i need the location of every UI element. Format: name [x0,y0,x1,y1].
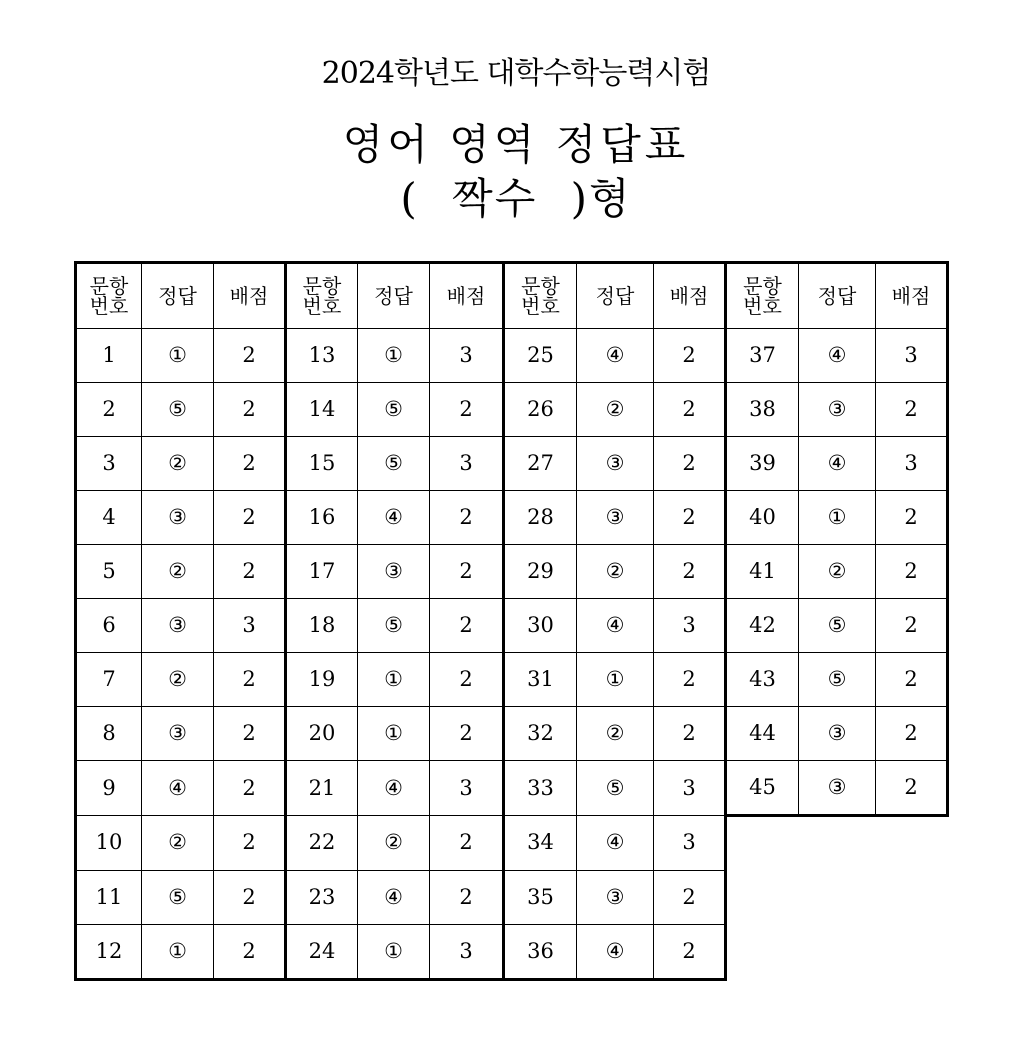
points-cell: 2 [214,545,286,599]
exam-title: 2024학년도 대학수학능력시험 [321,56,711,91]
points-cell: 2 [876,761,948,816]
points-header: 배점 [214,263,286,329]
answer-cell: ① [142,329,214,383]
answer-cell: ⑤ [577,761,654,816]
points-cell: 3 [430,924,504,979]
question-number-cell: 5 [76,545,142,599]
table-header-row [76,263,948,329]
answer-cell: ② [142,437,214,491]
answer-cell: ④ [142,761,214,816]
type-open-paren: ( [400,174,419,223]
points-cell: 2 [654,653,726,707]
answer-cell: ③ [799,761,876,816]
answer-cell: ③ [799,707,876,761]
answer-cell: ③ [142,491,214,545]
points-header: 배점 [430,263,504,329]
question-number-cell: 43 [726,653,799,707]
answer-cell: ⑤ [358,599,430,653]
answer-cell: ② [142,653,214,707]
question-number-cell: 7 [76,653,142,707]
question-number-header: 문항 번호 [504,263,577,329]
empty-cell [726,870,799,924]
question-number-cell: 39 [726,437,799,491]
table-row [76,437,948,491]
points-cell: 2 [430,545,504,599]
points-cell: 2 [214,653,286,707]
points-cell: 2 [214,816,286,871]
empty-cell [799,924,876,979]
question-number-cell: 6 [76,599,142,653]
points-cell: 3 [214,599,286,653]
points-header: 배점 [654,263,726,329]
points-cell: 2 [430,816,504,871]
points-cell: 2 [876,653,948,707]
answer-cell: ④ [577,816,654,871]
points-cell: 2 [430,707,504,761]
points-cell: 3 [654,599,726,653]
question-number-cell: 42 [726,599,799,653]
question-number-cell: 41 [726,545,799,599]
answer-cell: ② [358,816,430,871]
points-cell: 2 [430,870,504,924]
answer-cell: ④ [799,437,876,491]
empty-cell [799,816,876,871]
points-cell: 2 [430,599,504,653]
answer-cell: ② [799,545,876,599]
answer-cell: ④ [577,924,654,979]
points-cell: 2 [214,437,286,491]
answer-cell: ④ [577,329,654,383]
answer-cell: ① [358,653,430,707]
question-number-cell: 34 [504,816,577,871]
answer-cell: ⑤ [799,653,876,707]
question-number-header: 문항 번호 [726,263,799,329]
question-number-cell: 28 [504,491,577,545]
answer-cell: ② [577,707,654,761]
question-number-cell: 15 [286,437,358,491]
question-number-cell: 1 [76,329,142,383]
points-cell: 2 [214,870,286,924]
answer-cell: ① [358,329,430,383]
exam-type-name: 짝수 [452,174,538,223]
question-number-cell: 21 [286,761,358,816]
points-cell: 2 [654,491,726,545]
question-number-cell: 35 [504,870,577,924]
answer-cell: ③ [142,599,214,653]
question-number-cell: 25 [504,329,577,383]
answer-cell: ② [577,545,654,599]
answer-header: 정답 [577,263,654,329]
question-number-header: 문항 번호 [286,263,358,329]
points-cell: 3 [654,816,726,871]
points-cell: 2 [430,383,504,437]
question-number-cell: 27 [504,437,577,491]
question-number-cell: 45 [726,761,799,816]
answer-cell: ③ [577,491,654,545]
table-row [76,816,948,871]
question-number-cell: 36 [504,924,577,979]
empty-cell [876,924,948,979]
answer-cell: ⑤ [358,383,430,437]
table-row [76,383,948,437]
empty-cell [876,816,948,871]
question-number-cell: 26 [504,383,577,437]
points-cell: 2 [876,383,948,437]
points-cell: 3 [430,329,504,383]
points-cell: 2 [214,329,286,383]
table-row [76,329,948,383]
question-number-cell: 40 [726,491,799,545]
answer-cell: ① [142,924,214,979]
answer-cell: ② [577,383,654,437]
points-cell: 2 [654,707,726,761]
question-number-cell: 38 [726,383,799,437]
answer-cell: ⑤ [142,383,214,437]
answer-cell: ⑤ [799,599,876,653]
answer-cell: ⑤ [358,437,430,491]
answer-cell: ③ [358,545,430,599]
points-cell: 2 [214,761,286,816]
points-cell: 2 [214,383,286,437]
table-row [76,653,948,707]
answer-cell: ② [142,816,214,871]
type-close-paren: )형 [570,174,632,223]
answer-key-table [74,261,949,981]
points-cell: 2 [654,870,726,924]
answer-cell: ④ [799,329,876,383]
points-cell: 2 [876,599,948,653]
answer-cell: ⑤ [142,870,214,924]
points-cell: 2 [214,707,286,761]
question-number-cell: 11 [76,870,142,924]
exam-type-line [0,166,1032,226]
question-number-cell: 10 [76,816,142,871]
answer-cell: ① [577,653,654,707]
question-number-cell: 13 [286,329,358,383]
question-number-cell: 9 [76,761,142,816]
answer-cell: ① [799,491,876,545]
table-row [76,870,948,924]
table-row [76,545,948,599]
points-cell: 2 [654,924,726,979]
points-cell: 2 [654,383,726,437]
points-cell: 2 [876,491,948,545]
question-number-cell: 2 [76,383,142,437]
table-row [76,599,948,653]
points-cell: 3 [430,437,504,491]
empty-cell [726,816,799,871]
question-number-cell: 14 [286,383,358,437]
answer-cell: ④ [358,870,430,924]
empty-cell [726,924,799,979]
answer-header: 정답 [799,263,876,329]
table-row [76,707,948,761]
question-number-header: 문항 번호 [76,263,142,329]
points-cell: 3 [876,329,948,383]
points-cell: 3 [876,437,948,491]
question-number-cell: 30 [504,599,577,653]
table-row [76,924,948,979]
answer-cell: ① [358,924,430,979]
question-number-cell: 16 [286,491,358,545]
points-header: 배점 [876,263,948,329]
points-cell: 2 [654,545,726,599]
points-cell: 2 [876,707,948,761]
answer-cell: ③ [142,707,214,761]
question-number-cell: 3 [76,437,142,491]
points-cell: 2 [654,329,726,383]
answer-cell: ③ [799,383,876,437]
points-cell: 3 [430,761,504,816]
question-number-cell: 33 [504,761,577,816]
answer-cell: ① [358,707,430,761]
answer-cell: ④ [358,491,430,545]
question-number-cell: 22 [286,816,358,871]
question-number-cell: 18 [286,599,358,653]
question-number-cell: 20 [286,707,358,761]
answer-cell: ④ [577,599,654,653]
question-number-cell: 31 [504,653,577,707]
answer-cell: ③ [577,870,654,924]
answer-header: 정답 [142,263,214,329]
points-cell: 2 [430,653,504,707]
question-number-cell: 4 [76,491,142,545]
subject-title: 영어 영역 정답표 [342,120,690,169]
answer-cell: ④ [358,761,430,816]
points-cell: 2 [214,491,286,545]
answer-cell: ② [142,545,214,599]
empty-cell [876,870,948,924]
answer-cell: ③ [577,437,654,491]
question-number-cell: 8 [76,707,142,761]
question-number-cell: 44 [726,707,799,761]
question-number-cell: 23 [286,870,358,924]
question-number-cell: 32 [504,707,577,761]
table-row [76,761,948,816]
points-cell: 2 [214,924,286,979]
question-number-cell: 12 [76,924,142,979]
question-number-cell: 29 [504,545,577,599]
question-number-cell: 24 [286,924,358,979]
points-cell: 3 [654,761,726,816]
answer-header: 정답 [358,263,430,329]
points-cell: 2 [430,491,504,545]
table-row [76,491,948,545]
question-number-cell: 37 [726,329,799,383]
question-number-cell: 19 [286,653,358,707]
points-cell: 2 [654,437,726,491]
question-number-cell: 17 [286,545,358,599]
empty-cell [799,870,876,924]
points-cell: 2 [876,545,948,599]
